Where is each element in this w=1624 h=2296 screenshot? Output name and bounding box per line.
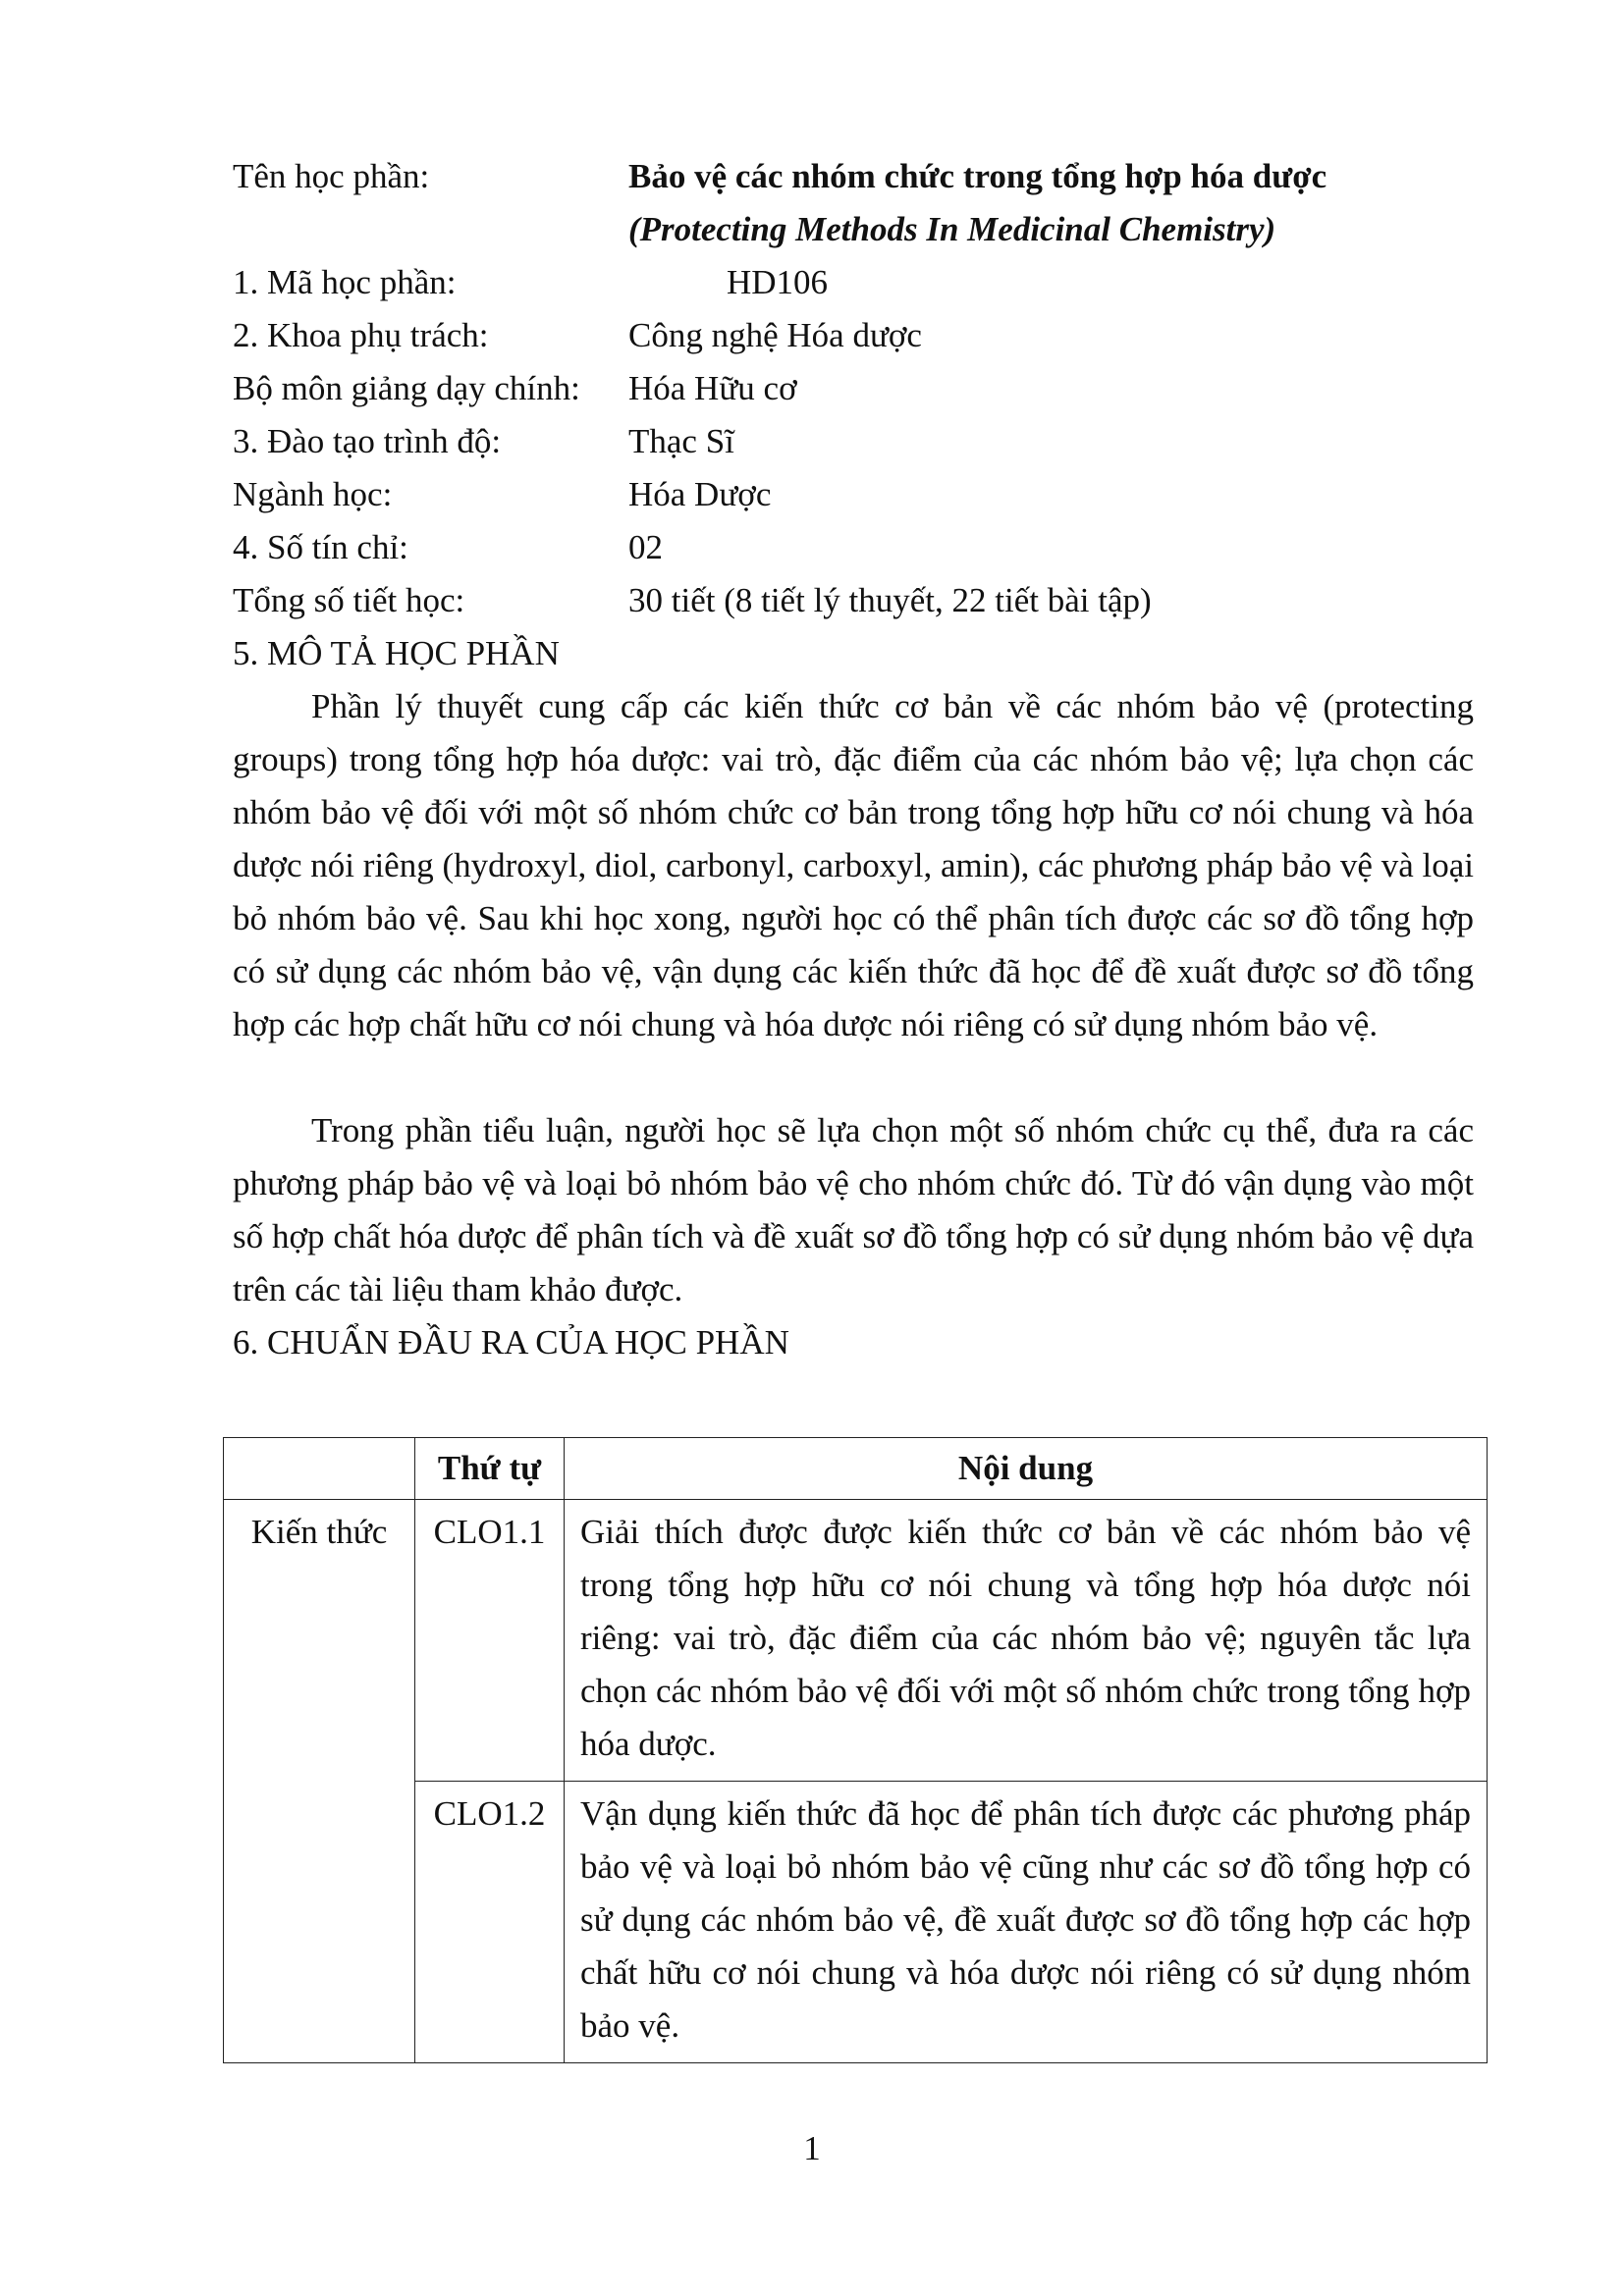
course-title-label: Tên học phần: xyxy=(233,157,430,195)
department-value: Hóa Hữu cơ xyxy=(628,369,797,407)
course-code-value: HD106 xyxy=(727,263,829,301)
major-label: Ngành học: xyxy=(233,475,393,513)
level-value: Thạc Sĩ xyxy=(628,422,734,460)
table-row xyxy=(224,1500,1488,1782)
table-header-row xyxy=(224,1438,1488,1500)
course-title-vi: Bảo vệ các nhóm chức trong tổng hợp hóa dược xyxy=(628,157,1327,195)
credits-label: 4. Số tín chỉ: xyxy=(233,528,408,566)
clo-content-cell: Giải thích được được kiến thức cơ bản về các nhóm bảo vệ trong tổng hợp hữu cơ nói chung và tổng hợp hóa dược nói riêng: vai trò, đặc điểm của các nhóm bảo vệ; nguyên tắc lựa chọn các nhóm bảo vệ đối với một số nhóm chức trong tổng hợp hóa dược. xyxy=(565,1500,1488,1782)
faculty-label: 2. Khoa phụ trách: xyxy=(233,316,489,354)
credits-value: 02 xyxy=(628,528,663,566)
header-content: Nội dung xyxy=(565,1438,1488,1500)
major-value: Hóa Dược xyxy=(628,475,772,513)
clo-content-cell: Vận dụng kiến thức đã học để phân tích được các phương pháp bảo vệ và loại bỏ nhóm bảo vệ cũng như các sơ đồ tổng hợp có sử dụng các nhóm bảo vệ, đề xuất được sơ đồ tổng hợp các hợp chất hữu cơ nói chung và hóa dược nói riêng có sử dụng nhóm bảo vệ. xyxy=(565,1782,1488,2063)
header-category xyxy=(224,1438,415,1500)
faculty-value: Công nghệ Hóa dược xyxy=(628,316,922,354)
learning-outcomes-table xyxy=(223,1437,1488,2063)
hours-label: Tổng số tiết học: xyxy=(233,581,465,619)
description-paragraph-1: Phần lý thuyết cung cấp các kiến thức cơ bản về các nhóm bảo vệ (protecting groups) trong tổng hợp hóa dược: vai trò, đặc điểm của các nhóm bảo vệ; lựa chọn các nhóm bảo vệ đối với một số nhóm chức cơ bản trong tổng hợp hữu cơ nói chung và hóa dược nói riêng (hydroxyl, diol, carbonyl, carboxyl, amin), các phương pháp bảo vệ và loại bỏ nhóm bảo vệ. Sau khi học xong, người học có thể phân tích được các sơ đồ tổng hợp có sử dụng các nhóm bảo vệ, vận dụng các kiến thức đã học để đề xuất được sơ đồ tổng hợp các hợp chất hữu cơ nói chung và hóa dược nói riêng có sử dụng nhóm bảo vệ. xyxy=(233,687,1474,1043)
section-5-heading: 5. MÔ TẢ HỌC PHẦN xyxy=(233,634,560,672)
category-cell: Kiến thức xyxy=(224,1500,415,2063)
clo-code-cell: CLO1.1 xyxy=(415,1500,565,1782)
clo-code-cell: CLO1.2 xyxy=(415,1782,565,2063)
course-title-en: (Protecting Methods In Medicinal Chemistry) xyxy=(628,210,1276,248)
course-code-label: 1. Mã học phần: xyxy=(233,263,457,301)
description-paragraph-2: Trong phần tiểu luận, người học sẽ lựa chọn một số nhóm chức cụ thể, đưa ra các phương pháp bảo vệ và loại bỏ nhóm bảo vệ cho nhóm chức đó. Từ đó vận dụng vào một số hợp chất hóa dược để phân tích và đề xuất sơ đồ tổng hợp có sử dụng nhóm bảo vệ dựa trên các tài liệu tham khảo được. xyxy=(233,1111,1474,1308)
department-label: Bộ môn giảng dạy chính: xyxy=(233,369,580,407)
page-number: 1 xyxy=(803,2129,821,2167)
header-order: Thứ tự xyxy=(415,1438,565,1500)
level-label: 3. Đào tạo trình độ: xyxy=(233,422,502,460)
hours-value: 30 tiết (8 tiết lý thuyết, 22 tiết bài tập) xyxy=(628,581,1152,619)
section-6-heading: 6. CHUẨN ĐẦU RA CỦA HỌC PHẦN xyxy=(233,1323,789,1362)
